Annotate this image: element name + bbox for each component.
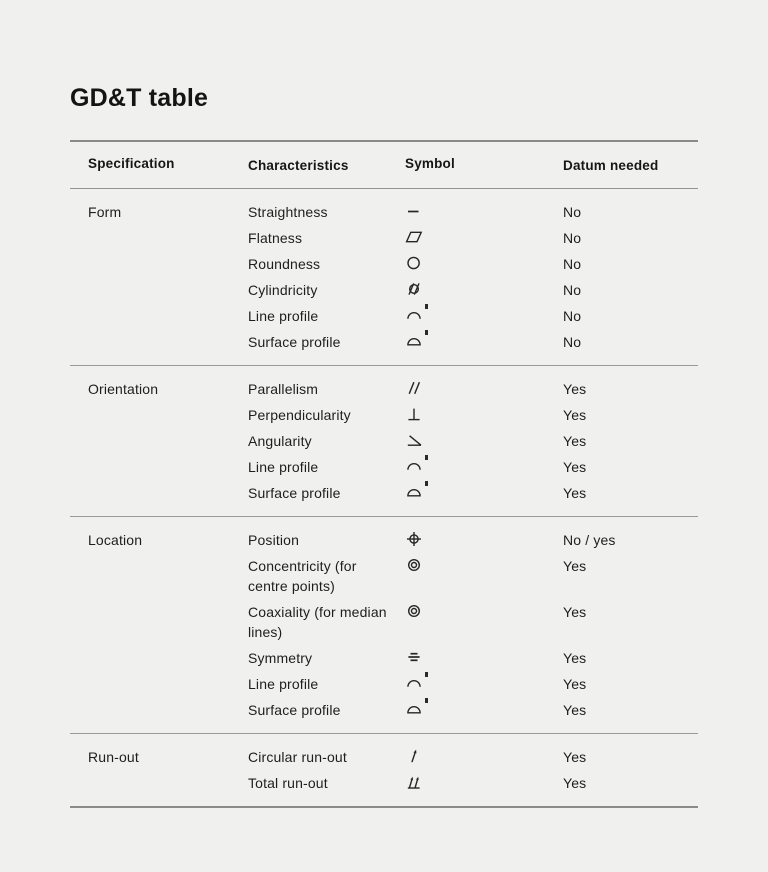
- datum-needed-value: Yes: [563, 558, 587, 574]
- datum-needed-value: No: [563, 282, 582, 298]
- section-rows: [248, 747, 698, 799]
- table-header-row: [70, 142, 698, 189]
- symbol-cell: [405, 228, 563, 248]
- symbol-cell: [405, 457, 563, 477]
- characteristic-label: Surface profile: [248, 334, 341, 350]
- gdt-table: [70, 140, 698, 808]
- characteristic-label: Straightness: [248, 204, 328, 220]
- table-row: [248, 254, 698, 274]
- footnote-marker: [425, 481, 428, 486]
- header-datum-needed: Datum needed: [563, 158, 659, 173]
- footnote-marker: [425, 304, 428, 309]
- characteristic-label: Surface profile: [248, 702, 341, 718]
- datum-needed-value: Yes: [563, 433, 587, 449]
- characteristic-label: Parallelism: [248, 381, 319, 397]
- footnote-marker: [425, 672, 428, 677]
- characteristic-label: Coaxiality (for median lines): [248, 604, 387, 640]
- table-row: [248, 556, 698, 596]
- symbol-cell: [405, 648, 563, 668]
- table-row: [248, 530, 698, 550]
- specification-label: Form: [88, 204, 122, 220]
- line-profile-icon: [405, 675, 423, 691]
- line-profile-icon: [405, 458, 423, 474]
- surface-profile-icon: [405, 484, 423, 500]
- concentricity-icon: [405, 557, 423, 573]
- footnote-marker: [425, 330, 428, 335]
- section-rows: [248, 530, 698, 726]
- angularity-icon: [405, 432, 423, 448]
- characteristic-label: Flatness: [248, 230, 303, 246]
- table-row: [248, 457, 698, 477]
- table-section: [70, 516, 698, 733]
- table-row: [248, 602, 698, 642]
- symbol-cell: [405, 530, 563, 550]
- symbol-cell: [405, 280, 563, 300]
- roundness-icon: [405, 255, 423, 271]
- table-row: [248, 431, 698, 451]
- symbol-cell: [405, 306, 563, 326]
- table-row: [248, 405, 698, 425]
- datum-needed-value: No: [563, 230, 582, 246]
- specification-label: Orientation: [88, 381, 159, 397]
- total-run-out-icon: [405, 774, 423, 790]
- header-specification: Specification: [88, 156, 175, 171]
- characteristic-label: Line profile: [248, 459, 319, 475]
- straightness-icon: [405, 203, 423, 219]
- position-icon: [405, 531, 423, 547]
- characteristic-label: Line profile: [248, 676, 319, 692]
- header-characteristics: Characteristics: [248, 158, 349, 173]
- symbol-cell: [405, 602, 563, 622]
- characteristic-label: Total run-out: [248, 775, 328, 791]
- characteristic-label: Position: [248, 532, 300, 548]
- table-row: [248, 483, 698, 503]
- page-title: GD&T table: [70, 83, 209, 112]
- cylindricity-icon: [405, 281, 423, 297]
- datum-needed-value: Yes: [563, 459, 587, 475]
- parallelism-icon: [405, 380, 423, 396]
- datum-needed-value: No: [563, 334, 582, 350]
- symbol-cell: [405, 202, 563, 222]
- table-body: [70, 189, 698, 806]
- table-row: [248, 280, 698, 300]
- characteristic-label: Cylindricity: [248, 282, 318, 298]
- datum-needed-value: Yes: [563, 702, 587, 718]
- symbol-cell: [405, 747, 563, 767]
- coaxiality-icon: [405, 603, 423, 619]
- symbol-cell: [405, 674, 563, 694]
- specification-label: Run-out: [88, 749, 139, 765]
- table-section: [70, 189, 698, 365]
- table-row: [248, 306, 698, 326]
- section-rows: [248, 379, 698, 509]
- symbol-cell: [405, 700, 563, 720]
- circular-run-out-icon: [405, 748, 423, 764]
- characteristic-label: Perpendicularity: [248, 407, 351, 423]
- table-row: [248, 674, 698, 694]
- characteristic-label: Angularity: [248, 433, 312, 449]
- symbol-cell: [405, 254, 563, 274]
- table-row: [248, 648, 698, 668]
- datum-needed-value: Yes: [563, 676, 587, 692]
- perpendicularity-icon: [405, 406, 423, 422]
- specification-label: Location: [88, 532, 143, 548]
- table-row: [248, 202, 698, 222]
- table-row: [248, 332, 698, 352]
- flatness-icon: [405, 229, 423, 245]
- section-rows: [248, 202, 698, 358]
- characteristic-label: Symmetry: [248, 650, 313, 666]
- table-row: [248, 228, 698, 248]
- datum-needed-value: No / yes: [563, 532, 616, 548]
- table-row: [248, 747, 698, 767]
- symmetry-icon: [405, 649, 423, 665]
- table-row: [248, 379, 698, 399]
- table-section: [70, 365, 698, 516]
- datum-needed-value: Yes: [563, 775, 587, 791]
- characteristic-label: Surface profile: [248, 485, 341, 501]
- datum-needed-value: Yes: [563, 485, 587, 501]
- symbol-cell: [405, 405, 563, 425]
- table-section: [70, 733, 698, 806]
- surface-profile-icon: [405, 333, 423, 349]
- footnote-marker: [425, 455, 428, 460]
- datum-needed-value: Yes: [563, 407, 587, 423]
- symbol-cell: [405, 483, 563, 503]
- characteristic-label: Circular run-out: [248, 749, 347, 765]
- characteristic-label: Concentricity (for centre points): [248, 558, 357, 594]
- datum-needed-value: Yes: [563, 650, 587, 666]
- symbol-cell: [405, 332, 563, 352]
- symbol-cell: [405, 556, 563, 576]
- table-row: [248, 773, 698, 793]
- datum-needed-value: No: [563, 204, 582, 220]
- datum-needed-value: No: [563, 308, 582, 324]
- datum-needed-value: Yes: [563, 749, 587, 765]
- symbol-cell: [405, 379, 563, 399]
- table-row: [248, 700, 698, 720]
- line-profile-icon: [405, 307, 423, 323]
- symbol-cell: [405, 773, 563, 793]
- surface-profile-icon: [405, 701, 423, 717]
- footnote-marker: [425, 698, 428, 703]
- header-symbol: Symbol: [405, 156, 455, 171]
- symbol-cell: [405, 431, 563, 451]
- datum-needed-value: Yes: [563, 604, 587, 620]
- datum-needed-value: No: [563, 256, 582, 272]
- datum-needed-value: Yes: [563, 381, 587, 397]
- characteristic-label: Line profile: [248, 308, 319, 324]
- characteristic-label: Roundness: [248, 256, 321, 272]
